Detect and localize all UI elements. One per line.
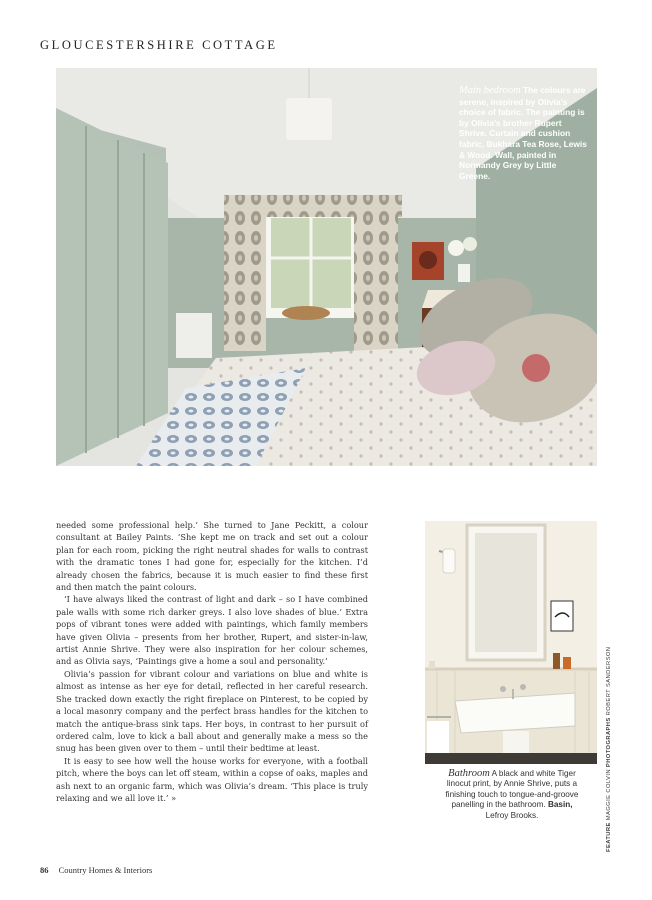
credit-photos-label: PHOTOGRAPHS [606,717,612,768]
page-number: 86 [40,865,49,875]
paragraph-4: It is easy to see how well the house works for everyone, with a football pitch, where the boys can let off steam, within a copse of oaks, maples and ash next to an organic farm, which was Olivia’s dream. ‘This place is truly relaxing and we all love it.’ » [56,755,368,803]
caption-wall-text: painted in Normandy Grey by Little Greene. [459,149,557,181]
paragraph-2: ‘I have always liked the contrast of light and dark – so I have combined pale walls with some rich darker greys. I also love shades of blue.’ Extra pops of vibrant tones were added with paintings, which family members have given Olivia – presents from her brother, Rupert, and sister-in-law, artist Annie Shrive. They were also inspiration for her colour schemes, and as Olivia says, ‘Paintings give a home a soul and personality.’ [56,594,368,667]
credit-photos-name: ROBERT SANDERSON [606,646,612,716]
bath-caption-text: A black and white Tiger linocut print, by Annie Shrive, puts a finishing touch to tongue-and-groove panelling in the bathroom. [445,769,579,810]
credit-feature-name: MAGGIE COLVIN [606,769,612,821]
magazine-name: Country Homes & Interiors [58,865,153,875]
caption-curtain-label: Curtain and cushion fabric, [459,128,571,149]
article-body [56,519,368,804]
photo-credit [606,647,612,852]
credit-feature-label: FEATURE [606,822,612,852]
main-photo-caption [459,85,587,181]
paragraph-3: Olivia’s passion for vibrant colour and variations on blue and white is almost as intense as her eye for detail, reflected in her careful research. She tracked down exactly the right fireplace on Pinterest, to be copied by a local masonry company and the perfect brass handles for the kitchen to match the antique-brass sink taps. Her boys, in contrast to her pursuit of ordered calm, love to kick a ball about and generally make a mess so the snug has been given over to them – until their bedtime at least. [56,668,368,754]
page-footer [40,865,152,875]
paragraph-1: needed some professional help.’ She turned to Jane Peckitt, a colour consultant at Bailey Paints. ‘She kept me on track and set out a colour plan for each room, picking the right neutral shades for walls to contrast with the dramatic tones I had gone for, especially for the kitchen. I’d already chosen the fabrics, because it is much easier to find these first and then match the paint colours. [56,520,368,593]
bath-caption-basin-label: Basin, [547,800,573,810]
caption-text: The colours are serene, inspired by Olivia’s choice of fabric. The painting is by Olivia’s brother Rupert Shrive. [459,85,586,139]
caption-curtain-text: Bukhara Tea Rose, Lewis & Wood. [459,138,587,160]
bathroom-caption [440,769,584,821]
bathroom-photo [425,521,597,764]
caption-wall-label: Wall, [495,149,515,160]
bath-caption-basin-text: Lefroy Brooks. [485,810,539,820]
bath-caption-lead: Bathroom [448,768,490,779]
caption-lead: Main bedroom [459,85,521,96]
section-title: GLOUCESTERSHIRE COTTAGE [40,38,278,52]
bathroom-illustration [425,521,597,764]
